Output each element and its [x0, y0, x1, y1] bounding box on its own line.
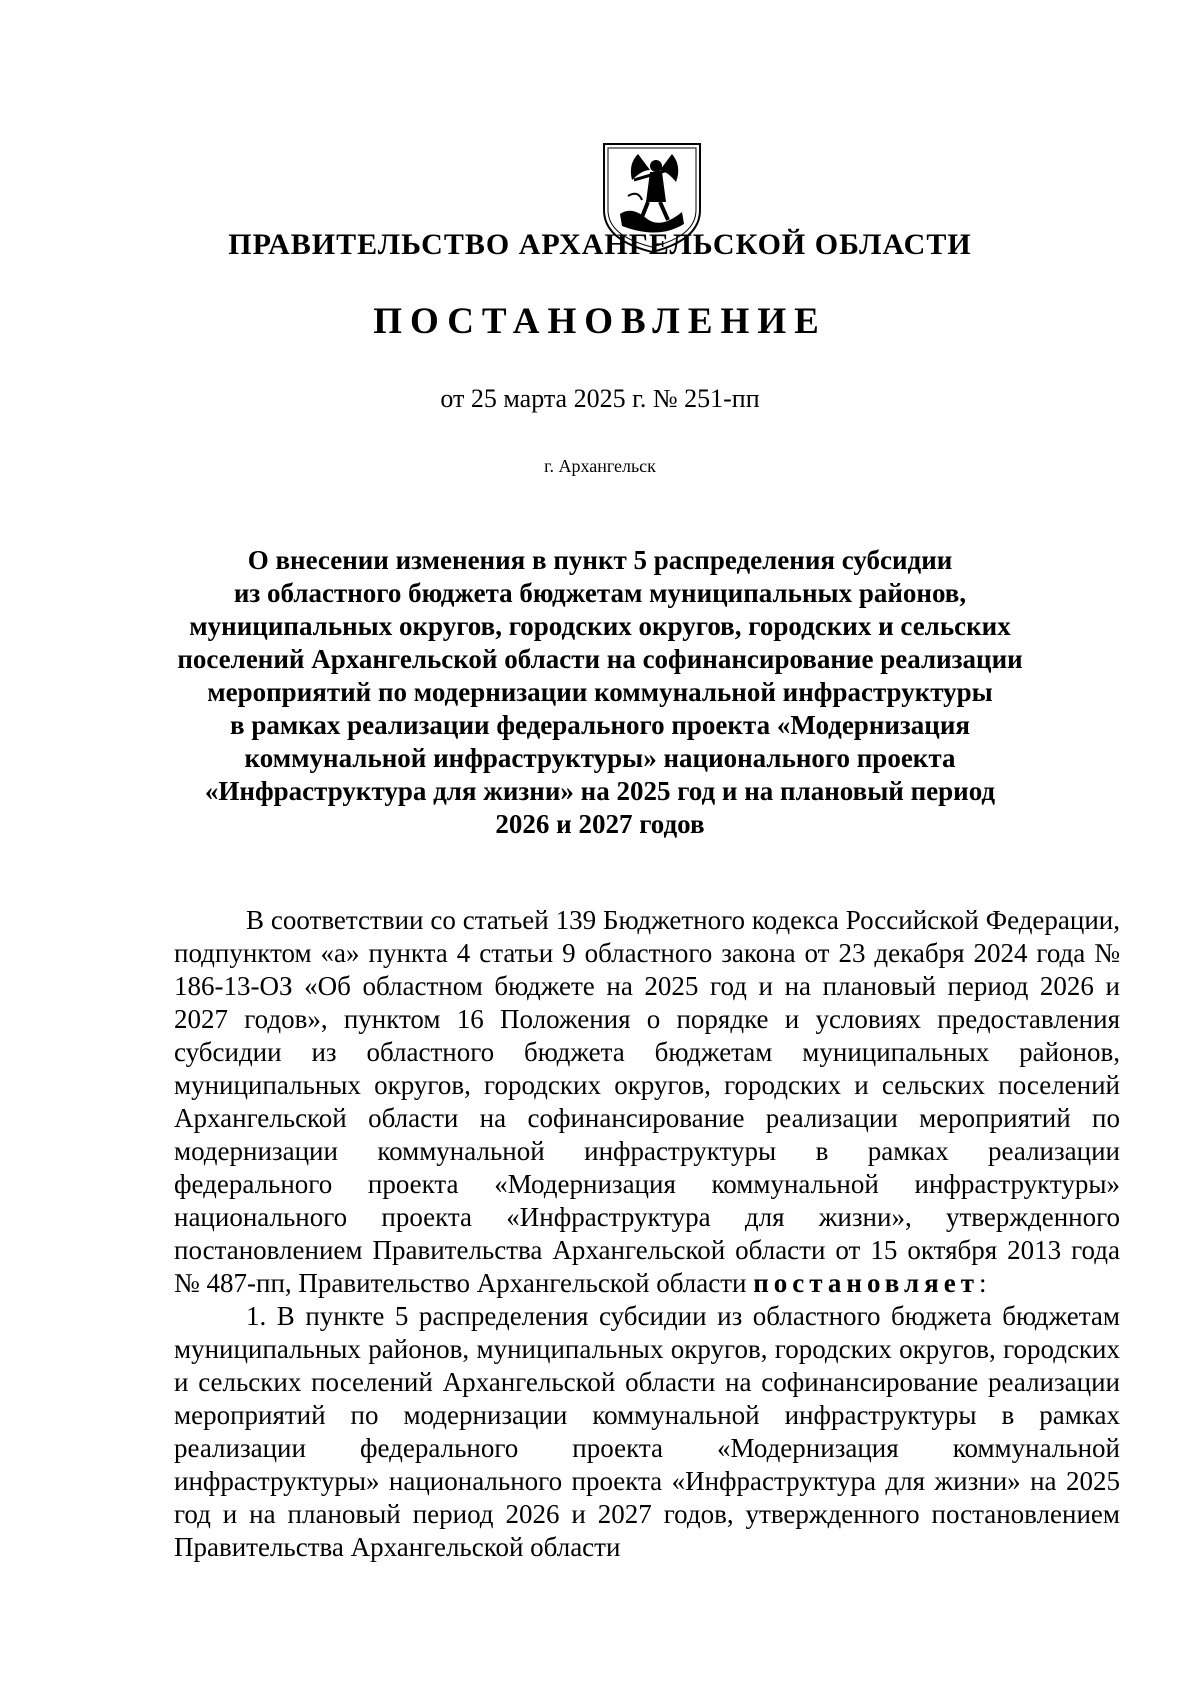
title-line: поселений Архангельской области на софинансирование реализации — [177, 644, 1023, 674]
organization-name: ПРАВИТЕЛЬСТВО АРХАНГЕЛЬСКОЙ ОБЛАСТИ — [228, 228, 972, 261]
title-line: О внесении изменения в пункт 5 распределения субсидии — [247, 545, 953, 575]
document-body — [174, 904, 1120, 1564]
resolves-tail: : — [979, 1268, 987, 1298]
title-line: муниципальных округов, городских округов, городских и сельских — [189, 611, 1011, 641]
title-line: в рамках реализации федерального проекта «Модернизация — [229, 710, 971, 740]
title-line: коммунальной инфраструктуры» национального проекта — [244, 743, 956, 773]
item-1-paragraph: 1. В пункте 5 распределения субсидии из областного бюджета бюджетам муниципальных районов, муниципальных округов, городских округов, городских и сельских поселений Архангельской области на софинансирование реализации мероприятий по модернизации коммунальной инфраструктуры в рамках реализации федерального проекта «Модернизация коммунальной инфраструктуры» национального проекта «Инфраструктура для жизни» на 2025 год и на плановый период 2026 и 2027 годов, утвержденного постановлением Правительства Архангельской области — [174, 1301, 1120, 1562]
preamble-paragraph — [174, 904, 1120, 1300]
document-type: ПОСТАНОВЛЕНИЕ — [373, 301, 827, 342]
title-line: мероприятий по модернизации коммунальной инфраструктуры — [207, 677, 993, 707]
date-and-number: от 25 марта 2025 г. № 251-пп — [440, 384, 760, 413]
preamble-text: В соответствии со статьей 139 Бюджетного кодекса Российской Федерации, подпунктом «а» пункта 4 статьи 9 областного закона от 23 декабря 2024 года № 186-13-ОЗ «Об областном бюджете на 2025 год и на плановый период 2026 и 2027 годов», пунктом 16 Положения о порядке и условиях предоставления субсидии из областного бюджета бюджетам муниципальных районов, муниципальных округов, городских округов, городских и сельских поселений Архангельской области на софинансирование реализации мероприятий по модернизации коммунальной инфраструктуры в рамках реализации федерального проекта «Модернизация коммунальной инфраструктуры» национального проекта «Инфраструктура для жизни», утвержденного постановлением Правительства Архангельской области от 15 октября 2013 года № 487-пп, Правительство Архангельской области — [174, 905, 1120, 1298]
resolves-word: постановляет — [753, 1268, 979, 1298]
title-line: 2026 и 2027 годов — [495, 809, 705, 839]
city-name: г. Архангельск — [544, 456, 656, 476]
document-title — [150, 544, 1050, 841]
title-line: из областного бюджета бюджетам муниципальных районов, — [233, 578, 967, 608]
title-line: «Инфраструктура для жизни» на 2025 год и на плановый период — [204, 776, 996, 806]
